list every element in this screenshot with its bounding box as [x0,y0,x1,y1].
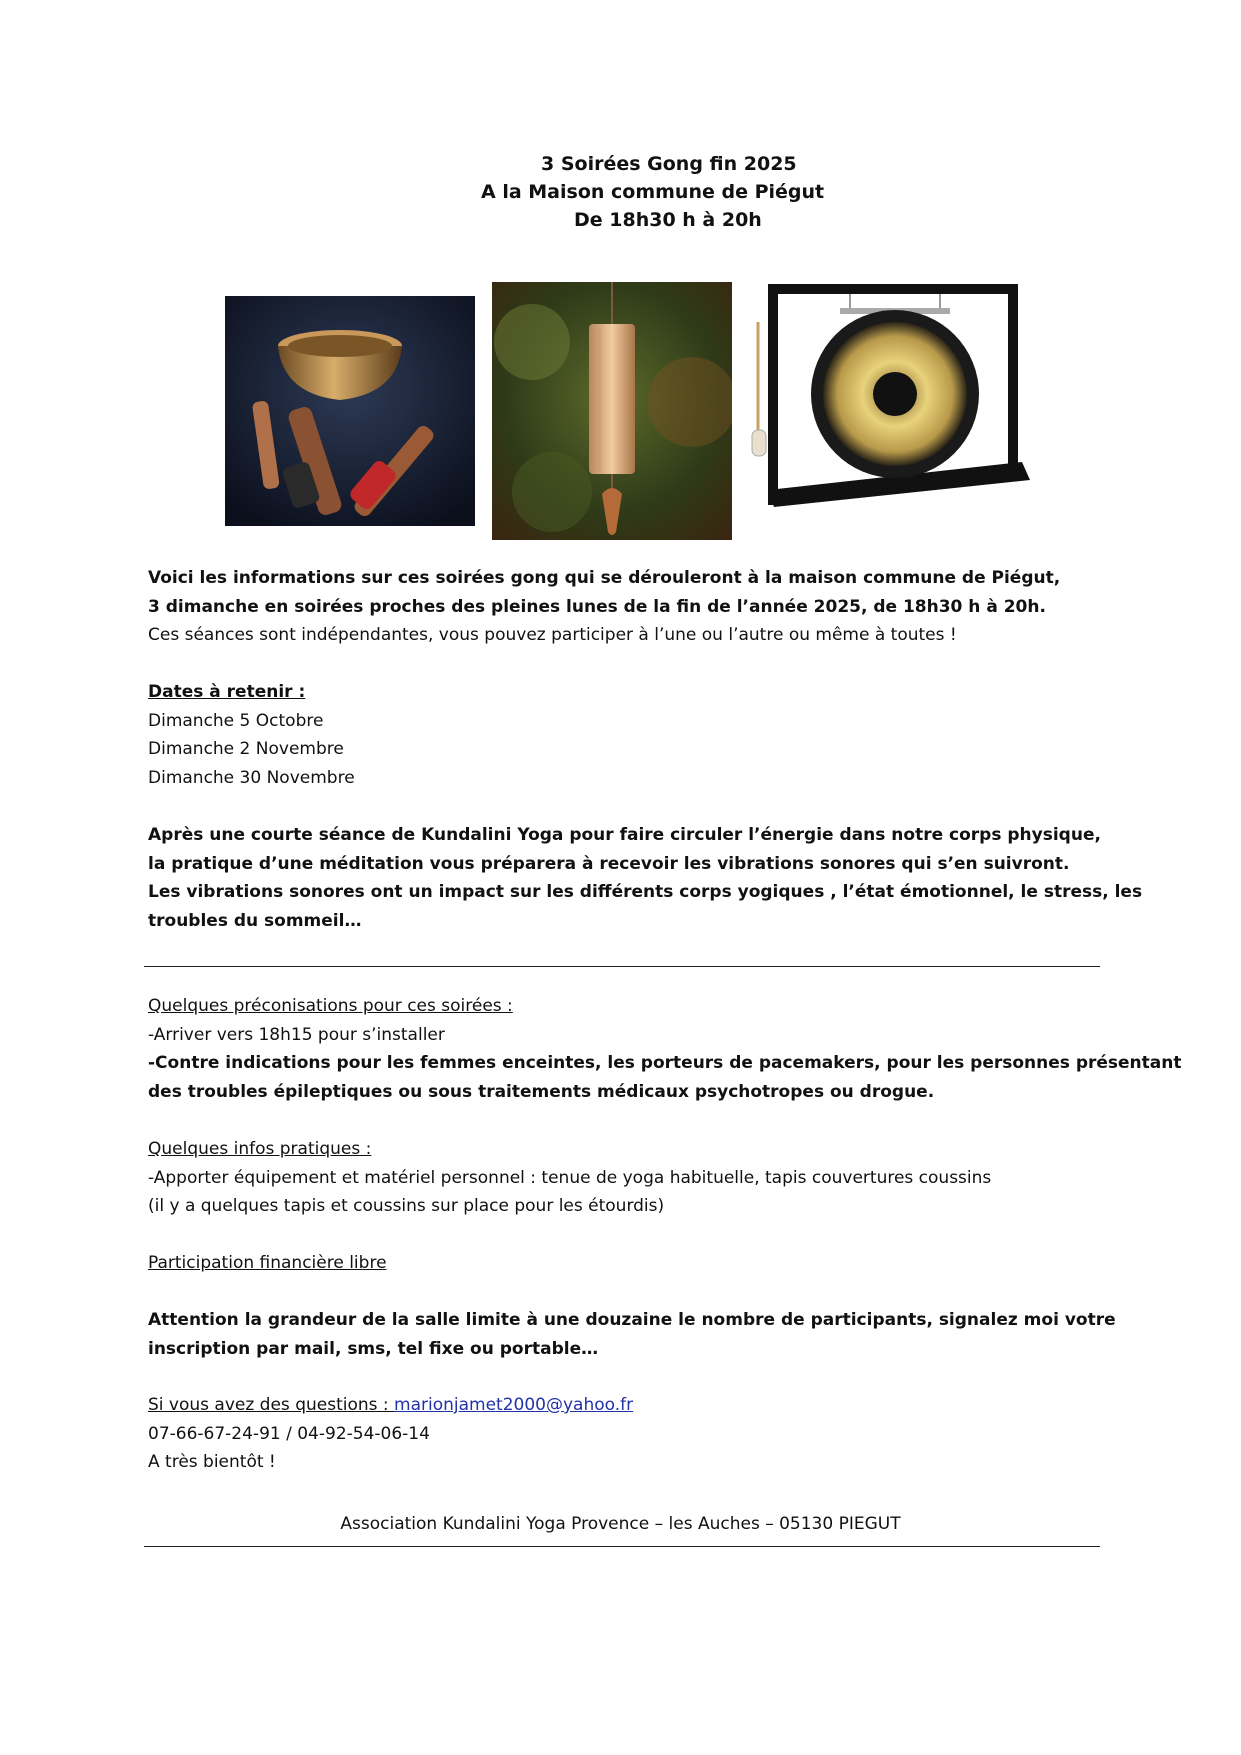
title-line-1: 3 Soirées Gong fin 2025 [541,153,797,175]
contact-question [148,1391,1108,1420]
dates-heading: Dates à retenir : [148,682,306,702]
infos-line-2: (il y a quelques tapis et coussins sur place pour les étourdis) [148,1196,665,1217]
title-line-2: A la Maison commune de Piégut [481,181,825,203]
preconisations-line-3: des troubles épileptiques ou sous traitements médicaux psychotropes ou drogue. [148,1081,935,1102]
intro-section [148,564,1108,650]
participation-text: Participation financière libre [148,1253,387,1273]
dates-section [148,678,1108,792]
infos-heading: Quelques infos pratiques : [148,1139,372,1159]
description-line-4: troubles du sommeil… [148,910,362,931]
preconisations-line-2: -Contre indications pour les femmes enceintes, les porteurs de pacemakers, pour les personnes présentant [148,1053,1182,1074]
description-line-1: Après une courte séance de Kundalini Yoga pour faire circuler l’énergie dans notre corps physique, [148,825,1101,845]
question-label: Si vous avez des questions : [148,1395,395,1415]
association-footer: Association Kundalini Yoga Provence – les Auches – 05130 PIEGUT [340,1514,901,1534]
date-item: Dimanche 30 Novembre [148,767,355,788]
intro-line-3: Ces séances sont indépendantes, vous pouvez participer à l’une ou l’autre ou même à toutes ! [148,625,957,646]
title-line-3: De 18h30 h à 20h [574,209,762,231]
date-item: Dimanche 2 Novembre [148,739,344,760]
illustration-row [205,262,1035,540]
date-item: Dimanche 5 Octobre [148,710,324,731]
participation-section [148,1249,1108,1278]
divider-top [144,966,1100,967]
preconisations-section [148,992,1182,1106]
phone-numbers: 07-66-67-24-91 / 04-92-54-06-14 [148,1423,430,1444]
infos-line-1: -Apporter équipement et matériel personnel : tenue de yoga habituelle, tapis couvertures coussins [148,1167,992,1188]
infos-section [148,1135,1108,1221]
intro-line-1: Voici les informations sur ces soirées gong qui se dérouleront à la maison commune de Piégut, [148,568,1061,588]
closing-text: A très bientôt ! [148,1452,276,1473]
description-section [148,821,1143,935]
attention-line-2: inscription par mail, sms, tel fixe ou portable… [148,1338,599,1359]
attention-line-1: Attention la grandeur de la salle limite à une douzaine le nombre de participants, signalez moi votre [148,1310,1116,1330]
intro-line-2: 3 dimanche en soirées proches des pleines lunes de la fin de l’année 2025, de 18h30 h à 20h. [148,596,1046,617]
description-line-3: Les vibrations sonores ont un impact sur les différents corps yogiques , l’état émotionnel, le stress, les [148,882,1143,903]
contact-section [148,1391,1108,1477]
koshi-chime-photo [492,282,732,540]
preconisations-heading: Quelques préconisations pour ces soirées : [148,996,513,1016]
divider-bottom [144,1546,1100,1547]
description-line-2: la pratique d’une méditation vous préparera à recevoir les vibrations sonores qui s’en suivront. [148,853,1070,874]
singing-bowl-photo [225,296,475,526]
email-link[interactable]: marionjamet2000@yahoo.fr [394,1395,634,1415]
gong-stand-photo [750,262,1035,540]
attention-section [148,1306,1116,1363]
preconisations-line-1: -Arriver vers 18h15 pour s’installer [148,1024,445,1045]
